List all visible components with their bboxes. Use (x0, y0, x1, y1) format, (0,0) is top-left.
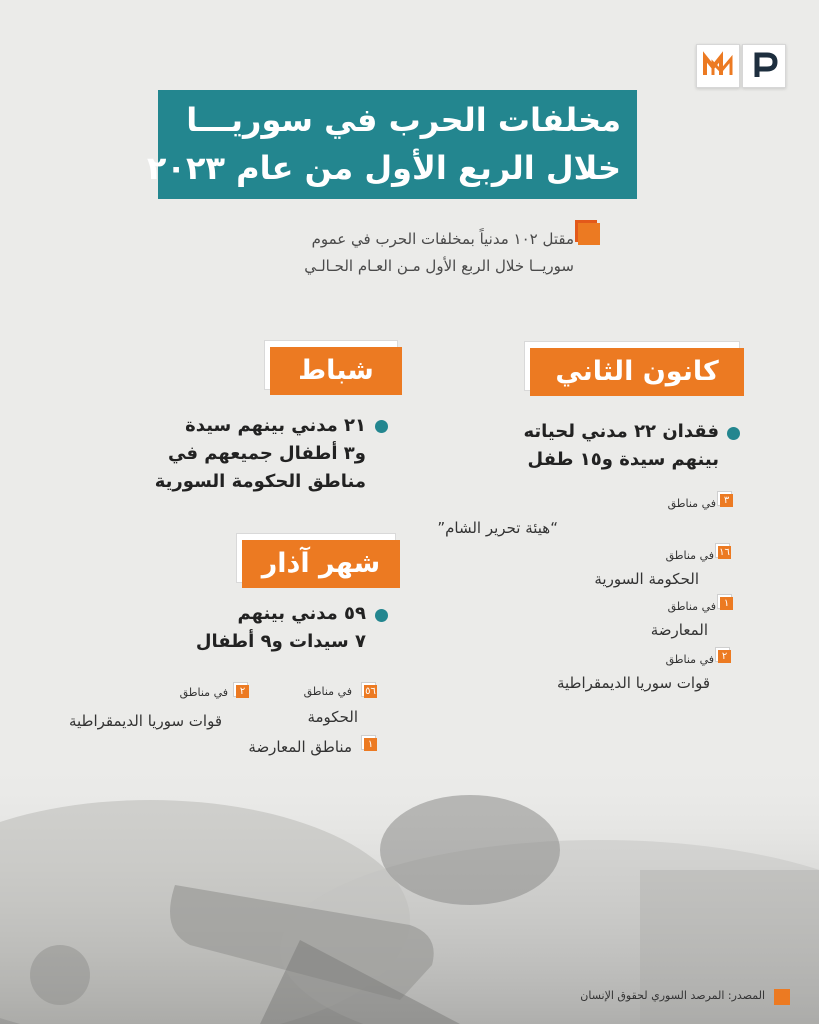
p-logo-icon (742, 44, 786, 88)
january-summary (439, 418, 719, 474)
march-summary-line-1: ٥٩ مدني بينهم (237, 603, 366, 624)
march-bullet-dot (375, 609, 388, 622)
mm-logo-icon (696, 44, 740, 88)
intro-marker (578, 223, 600, 245)
march-count-box: ٥٦ (365, 686, 376, 697)
march-count-box: ٢ (236, 685, 249, 698)
source-text: المصدر: المرصد السوري لحقوق الإنسان (580, 989, 765, 1002)
title-line-2: خلال الربع الأول من عام ٢٠٢٣ (146, 149, 621, 187)
january-prefix: في مناطق (665, 653, 714, 666)
january-prefix: في مناطق (667, 600, 716, 613)
january-place: الحكومة السورية (594, 570, 699, 588)
march-place: قوات سوريا الديمقراطية (68, 712, 222, 730)
march-count-box: ١ (364, 738, 377, 751)
january-bullet-dot (727, 427, 740, 440)
march-summary-line-2: ٧ سيدات و٩ أطفال (195, 631, 366, 652)
january-place: المعارضة (650, 621, 708, 639)
title-line-1: مخلفات الحرب في سوريـــا (186, 101, 621, 139)
march-summary (106, 600, 366, 656)
title-banner (146, 90, 637, 199)
january-place: “هيئة تحرير الشام” (437, 519, 558, 537)
january-count-box: ١ (720, 597, 733, 610)
february-heading: شباط (270, 347, 402, 395)
march-prefix: في مناطق (303, 685, 352, 698)
march-place: مناطق المعارضة (248, 738, 352, 756)
january-count-box: ١٦ (719, 547, 730, 558)
march-place: الحكومة (307, 708, 358, 726)
january-heading: كانون الثاني (530, 348, 744, 396)
january-count-box: ٢ (718, 650, 731, 663)
february-summary (106, 412, 366, 496)
january-prefix: في مناطق (667, 497, 716, 510)
january-count-box: ٣ (720, 494, 733, 507)
january-place: قوات سوريا الديمقراطية (556, 674, 710, 692)
march-heading: شهر آذار (242, 540, 400, 588)
february-bullet-dot (375, 420, 388, 433)
january-summary-line-2: بينهم سيدة و١٥ طفل (527, 449, 719, 470)
intro-line-2: سوريــا خلال الربع الأول مـن العـام الحـالـي (304, 257, 574, 275)
february-summary-line-1: ٢١ مدني بينهم سيدة (185, 415, 366, 436)
intro-text (214, 226, 574, 280)
february-summary-line-3: مناطق الحكومة السورية (154, 471, 366, 492)
january-prefix: في مناطق (665, 549, 714, 562)
march-prefix: في مناطق (179, 686, 228, 699)
source-marker (774, 989, 790, 1005)
february-summary-line-2: و٣ أطفال جميعهم في (167, 443, 366, 464)
january-summary-line-1: فقدان ٢٢ مدني لحياته (523, 421, 719, 442)
intro-line-1: مقتل ١٠٢ مدنياً بمخلفات الحرب في عموم (311, 230, 574, 248)
